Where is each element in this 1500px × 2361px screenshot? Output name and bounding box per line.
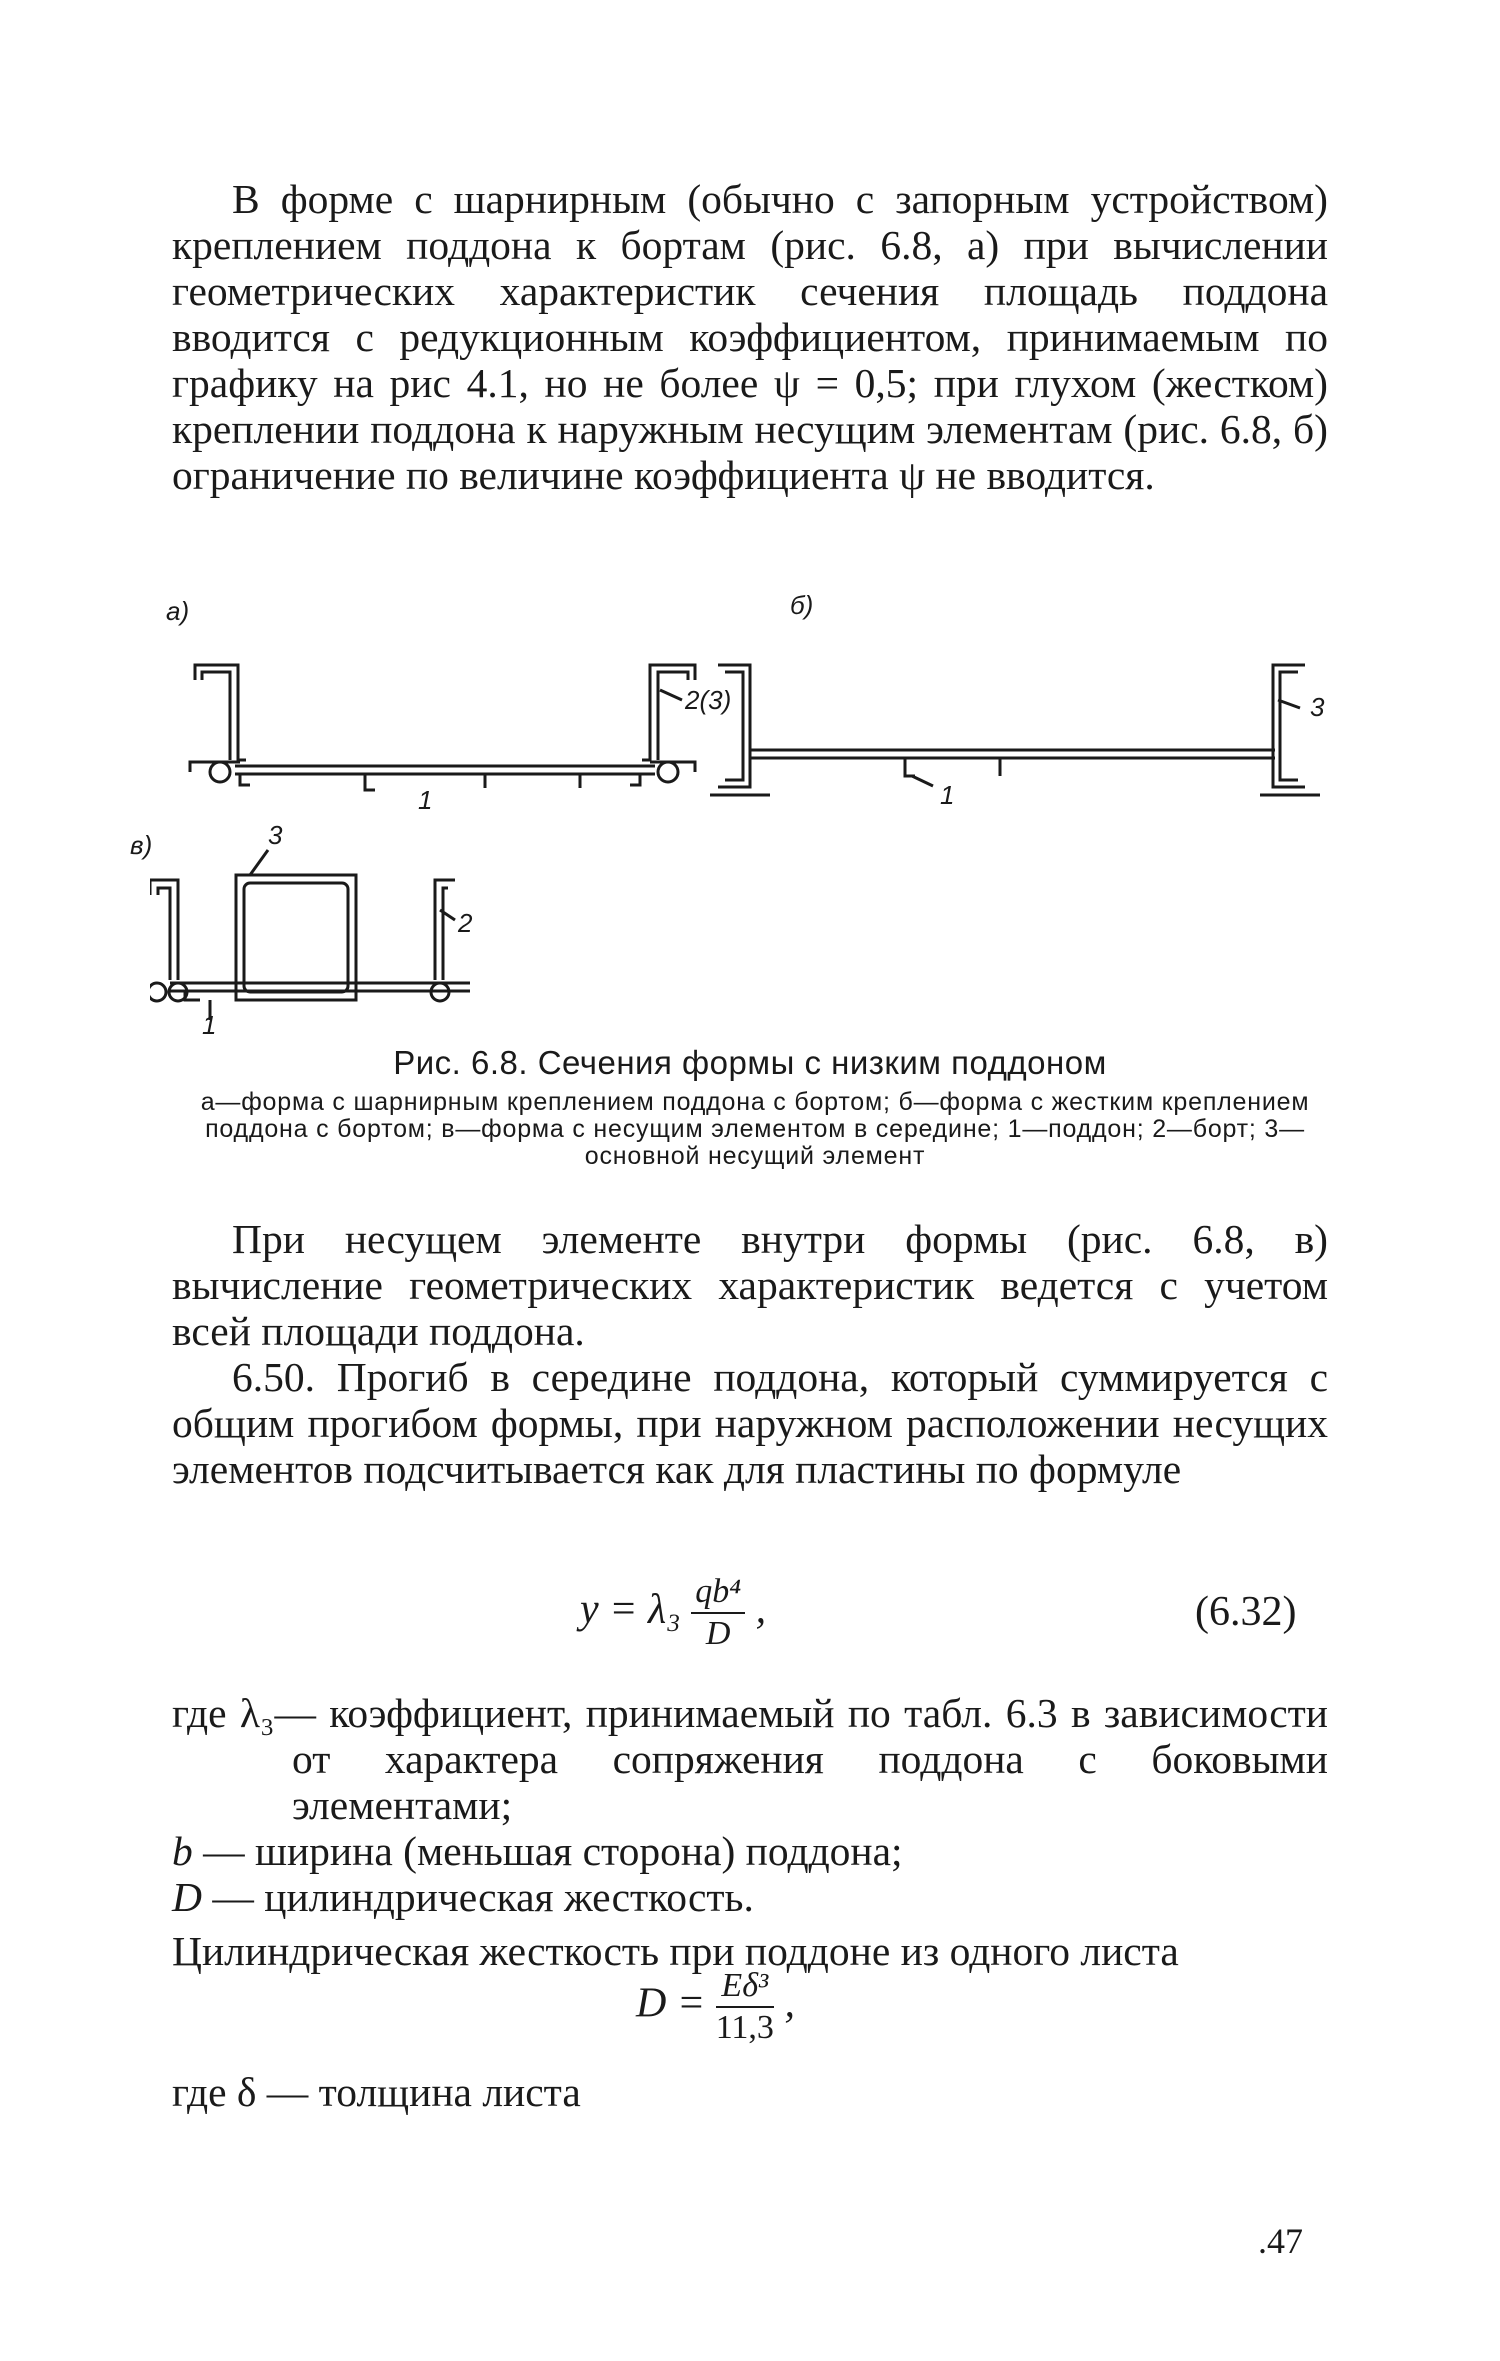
- paragraph-hinged-form: [172, 176, 1328, 498]
- page-number: .47: [1258, 2221, 1303, 2261]
- callout-v-3: 3: [268, 820, 283, 850]
- definition-lambda: [172, 1690, 1328, 1828]
- definition-lambda-text: — коэффициент, принимаемый по табл. 6.3 в зависимости от характера сопряжения поддона с боковыми элементами;: [274, 1690, 1328, 1828]
- section-b-drawing: [710, 665, 1320, 795]
- figure-caption-title: Рис. 6.8. Сечения формы с низким поддоном: [393, 1044, 1107, 1081]
- equation-1-denominator: D: [705, 1615, 731, 1652]
- callout-b-1: 1: [940, 780, 955, 810]
- definition-b: [172, 1828, 1328, 1874]
- figure-caption-body: а—форма с шарнирным креплением поддона с бортом; б—форма с жестким креплением поддона с бортом; в—форма с несущим элементом в середине; 1—поддон; 2—борт; 3—основной несущий элемент: [200, 1088, 1310, 1170]
- equation-1-numerator: qb⁴: [691, 1572, 745, 1614]
- section-a-drawing: [190, 665, 695, 790]
- section-v-drawing: [150, 875, 473, 1001]
- figure-label-a: а): [166, 596, 190, 626]
- callout-v-2: 2: [458, 908, 473, 938]
- definition-lambda-symbol: где λ₃: [172, 1690, 275, 1736]
- callout-v-1: 1: [202, 1010, 217, 1040]
- equation-number: (6.32): [1195, 1589, 1297, 1635]
- figure-6-8: [130, 580, 1350, 1050]
- paragraph-1-text: В форме с шарнирным (обычно с запорным устройством) креплением поддона к бортам (рис. 6.8, а) при вычислении геометрических характеристик сечения площадь поддона вводится с редукционным коэффициентом, принимаемым по графику на рис 4.1, но не более ψ = 0,5; при глухом (жестком) креплении поддона к наружным несущим элементам (рис. 6.8, б) ограничение по величине коэффициента ψ не вводится.: [172, 176, 1328, 498]
- paragraph-2-text: При несущем элементе внутри формы (рис. 6.8, в) вычисление геометрических характеристик ведется с учетом всей площади поддона.: [172, 1216, 1328, 1354]
- definition-d: [172, 1874, 1328, 1920]
- paragraph-6-50: [172, 1354, 1328, 1492]
- equation-2-denominator: 11,3: [715, 2009, 774, 2046]
- definitions-list: [172, 1690, 1328, 1974]
- equation-cylindrical-stiffness: [636, 1966, 896, 2066]
- callout-b-3: 3: [1310, 692, 1325, 722]
- figure-label-v: в): [130, 830, 153, 860]
- equation-1-lhs: y = λ₃: [580, 1586, 681, 1633]
- equation-2-numerator: Eδ³: [716, 1966, 774, 2008]
- equation-1-fraction: [691, 1572, 745, 1654]
- paragraph-internal-element: [172, 1216, 1328, 1354]
- callout-a-1: 1: [418, 785, 433, 815]
- paragraph-3-text: 6.50. Прогиб в середине поддона, который суммируется с общим прогибом формы, при наружном расположении несущих элементов подсчитывается как для пластины по формуле: [172, 1354, 1328, 1492]
- figure-label-b: б): [790, 590, 814, 620]
- definition-d-symbol: D: [172, 1874, 202, 1920]
- definition-delta: где δ — толщина листа: [172, 2069, 581, 2115]
- equation-2-tail: ,: [784, 1980, 795, 2027]
- equation-2-lhs: D =: [636, 1980, 706, 2027]
- section-drawings: [150, 580, 1350, 1050]
- equation-6-32: [580, 1572, 880, 1672]
- equation-1-tail: ,: [755, 1586, 767, 1633]
- definition-b-symbol: b: [172, 1828, 193, 1874]
- paragraph-4-text: Цилиндрическая жесткость при поддоне из одного листа: [172, 1928, 1179, 1974]
- callout-a-2: 2(3): [685, 685, 732, 715]
- definition-b-text: — ширина (меньшая сторона) поддона;: [203, 1828, 903, 1874]
- equation-2-fraction: [716, 1966, 774, 2048]
- definition-d-text: — цилиндрическая жесткость.: [212, 1874, 754, 1920]
